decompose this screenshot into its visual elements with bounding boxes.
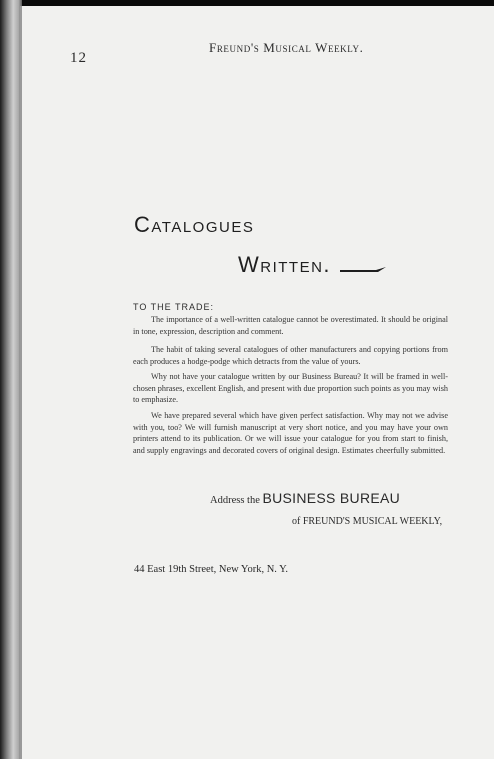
- magazine-page: [20, 6, 494, 759]
- publication-line: of FREUND'S MUSICAL WEEKLY,: [292, 516, 443, 527]
- bureau-name: BUSINESS BUREAU: [262, 490, 401, 506]
- running-head: Freund's Musical Weekly.: [209, 40, 364, 55]
- paragraph-3-text: Why not have your catalogue written by our Business Bureau? It will be framed in well-chosen phrases, excellent English, and present with due proportion such points as you may wish to emphasize.: [133, 372, 448, 405]
- paragraph-1: [133, 314, 448, 337]
- paragraph-4: [133, 410, 448, 456]
- paragraph-3: [133, 371, 448, 406]
- paragraph-1-text: The importance of a well-written catalogue cannot be overestimated. It should be original in tone, expression, description and comment.: [133, 315, 448, 336]
- book-spine-edge: [0, 0, 22, 759]
- paragraph-2: [133, 344, 448, 367]
- paragraph-2-text: The habit of taking several catalogues of other manufacturers and copying portions from each produces a hodge-podge which detracts from the value of yours.: [133, 345, 448, 366]
- title-line-1: Catalogues: [134, 212, 255, 237]
- street-address: 44 East 19th Street, New York, N. Y.: [134, 564, 288, 575]
- address-line: [210, 490, 400, 506]
- title-line-2: Written.: [238, 252, 332, 277]
- paragraph-4-text: We have prepared several which have given perfect satisfaction. Why may not we advise with you, too? We will furnish manuscript at very short notice, and you may have your own printers attend to its publication. Or we will issue your catalogue for you from start to finish, and supply engravings and decorated covers of original design. Estimates cheerfully submitted.: [133, 411, 448, 455]
- page-number: 12: [70, 50, 87, 66]
- title-swash-flourish: [340, 264, 386, 274]
- address-prefix: Address the: [210, 495, 260, 506]
- salutation: TO THE TRADE:: [133, 302, 215, 312]
